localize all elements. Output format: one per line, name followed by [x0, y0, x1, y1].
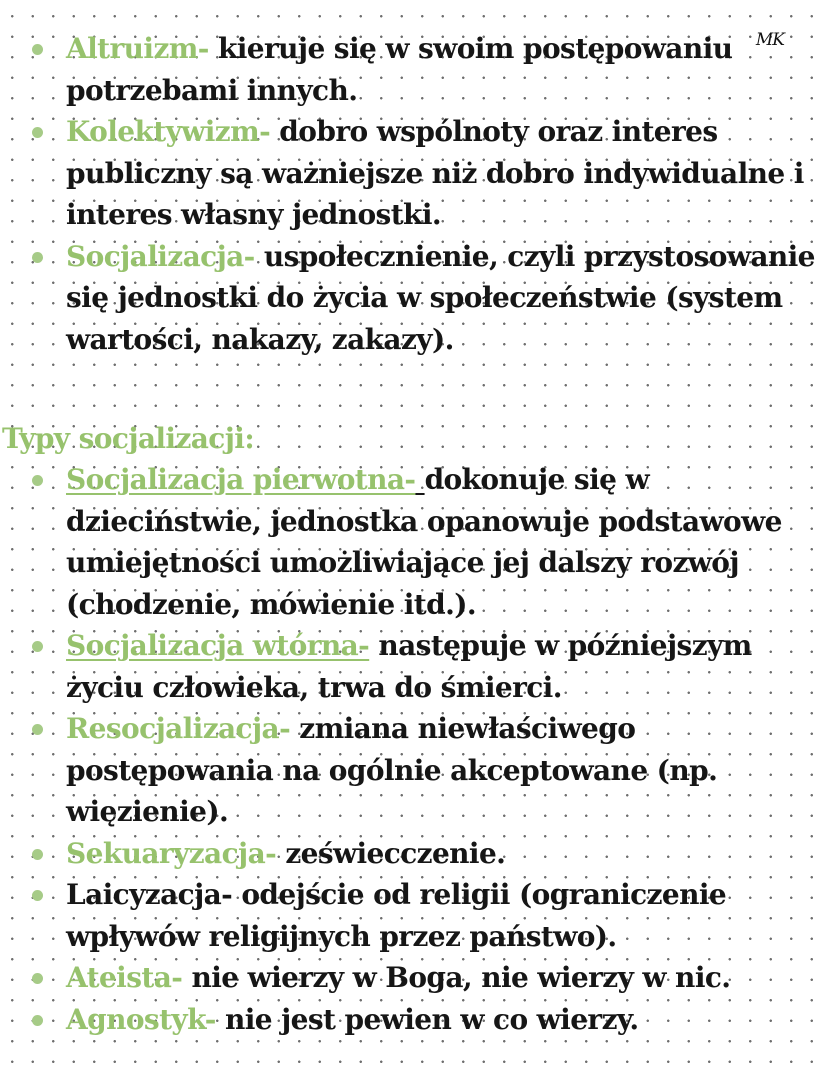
list-item-sekuaryzacja — [0, 833, 828, 875]
term-label: Kolektywizm- — [66, 115, 271, 148]
term-label: Sekuaryzacja- — [66, 836, 277, 870]
bullet-icon — [32, 973, 43, 984]
definition-text: dobro wspólnoty oraz interes publiczny są ważniejsze niż dobro indywidualne i interes własny jednostki. — [66, 115, 804, 231]
section-heading: Typy socjalizacji: — [2, 422, 255, 455]
term-label: Ateista- — [66, 961, 183, 994]
list-item-resocjalizacja — [0, 708, 828, 833]
author-initials: MK — [755, 30, 784, 50]
list-item-ateista — [0, 957, 828, 999]
term-label: Socjalizacja wtórna- — [66, 629, 370, 662]
list-item-socjalizacja-pierwotna — [0, 459, 828, 625]
bullet-icon — [32, 44, 43, 55]
term-label: Socjalizacja pierwotna- — [66, 463, 416, 496]
bullet-icon — [32, 475, 43, 486]
definitions-list-bottom — [0, 459, 828, 1040]
bullet-icon — [32, 724, 43, 735]
term-label: Resocjalizacja- — [66, 712, 291, 745]
definition-text: zeświecczenie. — [285, 836, 506, 870]
underlined-space — [415, 463, 424, 496]
list-item-altruizm — [0, 28, 828, 111]
definition-text: następuje w późniejszym życiu człowieka, trwa do śmierci. — [66, 629, 752, 704]
bullet-icon — [32, 641, 43, 652]
bullet-icon — [32, 127, 43, 138]
definitions-list-top — [0, 28, 828, 360]
bullet-icon — [32, 252, 43, 263]
bullet-icon — [32, 849, 43, 860]
definition-text: nie jest pewien w co wierzy. — [224, 1002, 639, 1036]
list-item-socjalizacja — [0, 236, 828, 361]
list-item-socjalizacja-wtorna — [0, 625, 828, 708]
definition-text: zmiana niewłaściwego postępowania na ogólnie akceptowane (np. więzienie). — [66, 712, 718, 828]
term-label: Altruizm- — [66, 32, 209, 65]
term-label: Agnostyk- — [66, 1002, 216, 1036]
definition-text: dokonuje się w dzieciństwie, jednostka opanowuje podstawowe umiejętności umożliwiające jej dalszy rozwój (chodzenie, mówienie itd.). — [66, 463, 782, 621]
list-item-kolektywizm — [0, 111, 828, 236]
bullet-icon — [32, 890, 43, 901]
bullet-icon — [32, 1015, 43, 1026]
definition-text: nie wierzy w Boga, nie wierzy w nic. — [191, 961, 731, 994]
definition-text: kieruje się w swoim postępowaniu potrzebami innych. — [66, 32, 733, 107]
term-label: Socjalizacja- — [66, 239, 255, 273]
definition-text: Laicyzacja- odejście od religii (ograniczenie wpływów religijnych przez państwo). — [66, 878, 727, 953]
list-item-laicyzacja — [0, 874, 828, 957]
list-item-agnostyk — [0, 999, 828, 1041]
definition-text: uspołecznienie, czyli przystosowanie się jednostki do życia w społeczeństwie (system wartości, nakazy, zakazy). — [66, 239, 815, 356]
